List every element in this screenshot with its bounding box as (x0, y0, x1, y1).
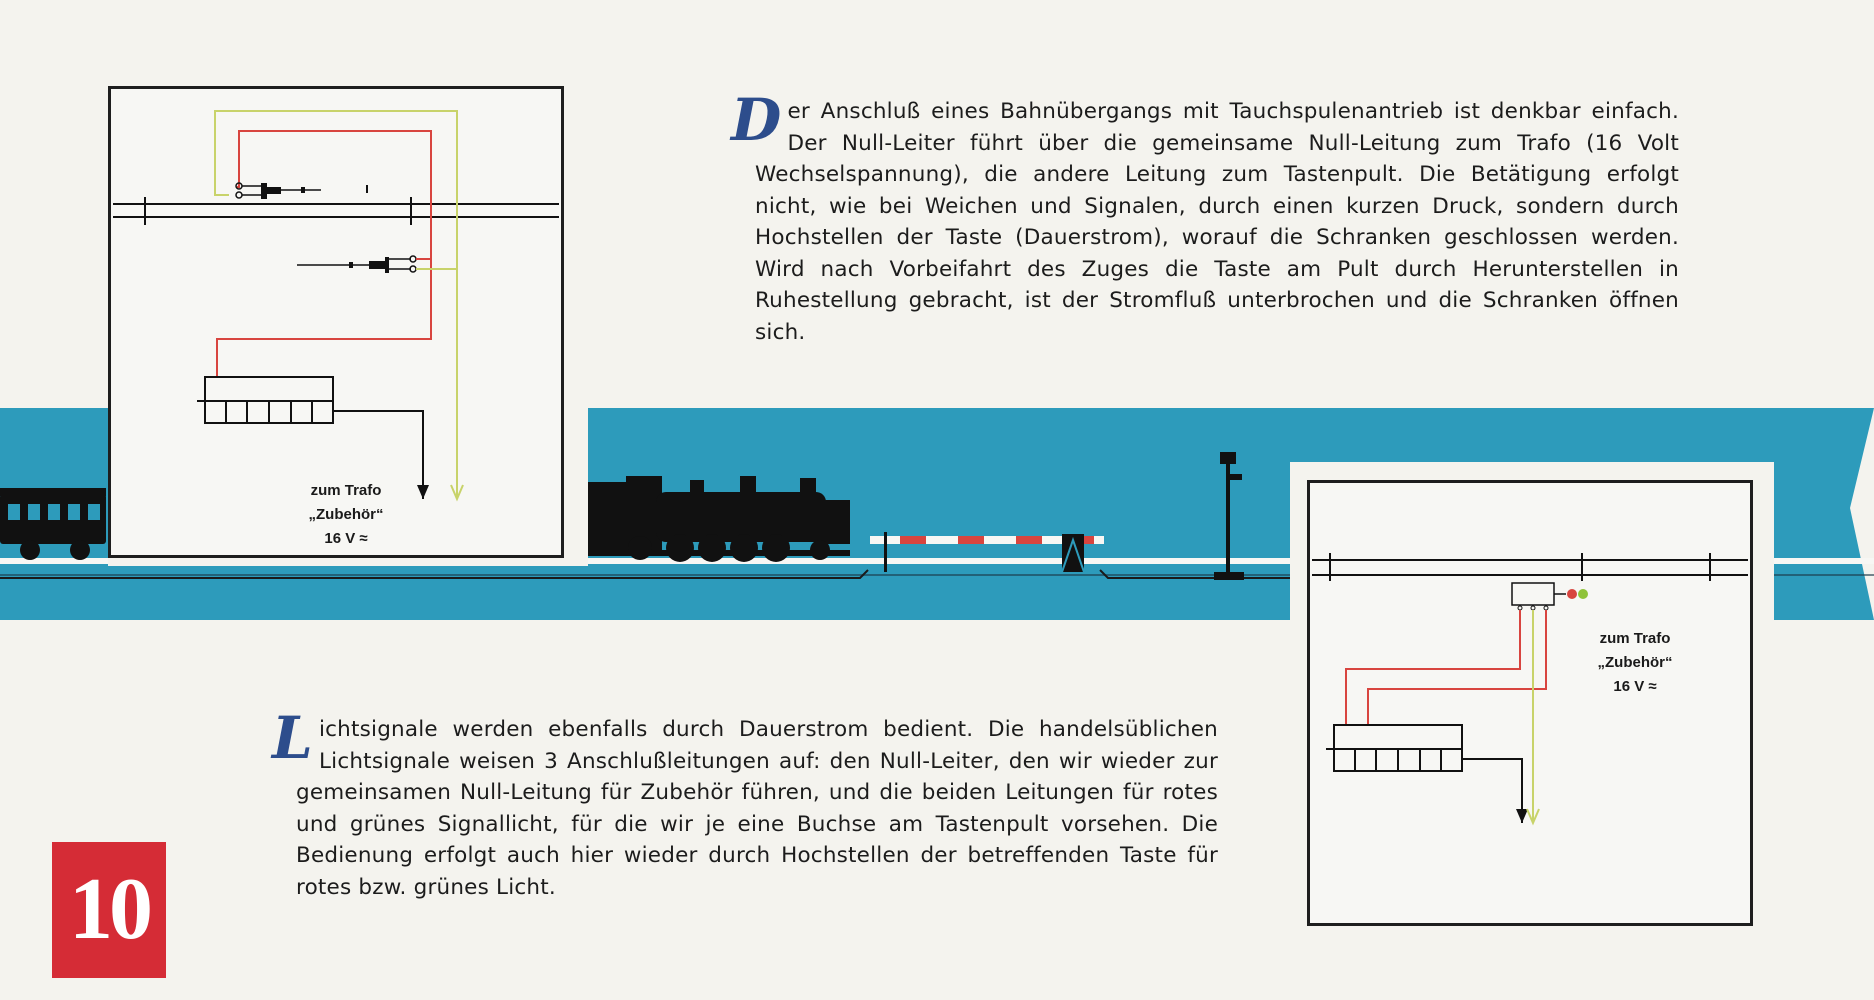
trafo-label-line3: 16 V ≈ (324, 530, 368, 547)
drop-cap-d: D (731, 86, 782, 154)
drop-cap-l: L (272, 704, 313, 772)
trafo-label-right (1570, 627, 1700, 699)
trafo-label-right-line3: 16 V ≈ (1613, 678, 1657, 695)
trafo-label-line2: „Zubehör“ (308, 506, 384, 523)
paragraph-light-signals-text: ichtsignale werden ebenfalls durch Dauerstrom bedient. Die handelsüblichen Lichtsignale weisen 3 Anschlußleitungen auf: den Null-Leiter, den wir wieder zur gemeinsamen Null-Leitung für Zubehör führen, und die beiden Leitungen für rotes und grünes Signallicht, für die wir je eine Buchse am Tastenpult vorsehen. Die Bedienung erfolgt auch hier wieder durch Hochstellen der betreffenden Taste für rotes bzw. grünes Licht. (296, 717, 1218, 900)
key-panel (197, 377, 333, 423)
paragraph-light-signals (272, 704, 1218, 903)
paragraph-crossing (731, 86, 1679, 348)
trafo-label-right-line2: „Zubehör“ (1597, 654, 1673, 671)
trafo-label (281, 479, 411, 551)
key-panel-right (1326, 725, 1462, 771)
signal-wiring-diagram (1307, 480, 1753, 926)
paragraph-crossing-text: er Anschluß eines Bahnübergangs mit Tauchspulenantrieb ist denkbar einfach. Der Null-Leiter führt über die gemeinsame Null-Leitung zum Trafo (16 Volt Wechselspannung), die andere Leitung zum Tastenpult. Die Betätigung erfolgt nicht, wie bei Weichen und Signalen, durch einen kurzen Druck, sondern durch Hochstellen der Taste (Dauerstrom), worauf die Schranken geschlossen werden. Wird nach Vorbeifahrt des Zuges die Taste am Pult durch Herunterstellen in Ruhestellung gebracht, ist der Stromfluß unterbrochen und die Schranken öffnen sich. (755, 99, 1679, 345)
page-number-badge: 10 (52, 842, 166, 978)
signal-wiring-svg (1310, 483, 1750, 923)
trafo-label-right-line1: zum Trafo (1599, 630, 1671, 647)
crossing-wiring-diagram (108, 86, 564, 558)
yellow-wire (215, 111, 457, 499)
trafo-label-line1: zum Trafo (310, 482, 382, 499)
red-wire (217, 131, 431, 377)
